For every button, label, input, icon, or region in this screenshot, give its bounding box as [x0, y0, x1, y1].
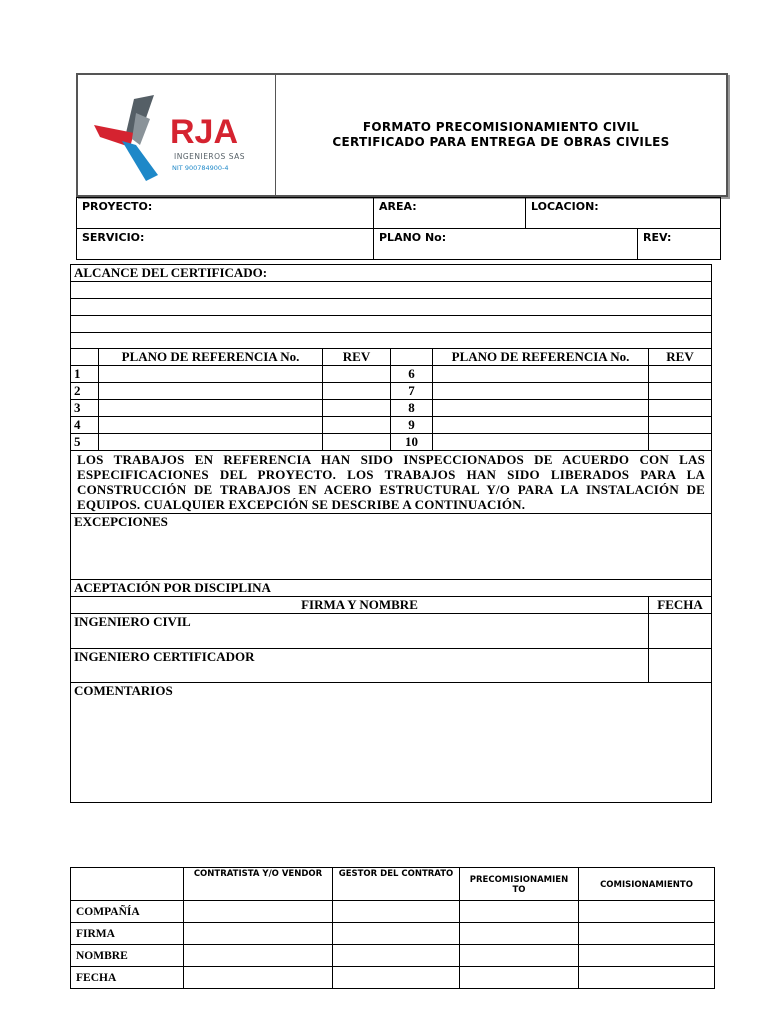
ref-row-number: 1 — [71, 366, 99, 383]
firma-nombre-header: FIRMA Y NOMBRE — [71, 597, 649, 614]
ref-row-number: 2 — [71, 383, 99, 400]
rev-cell[interactable] — [323, 383, 391, 400]
signoff-cell[interactable] — [579, 901, 715, 923]
plano-ref-header-right: PLANO DE REFERENCIA No. — [433, 349, 649, 366]
logo-subtitle: INGENIEROS SAS — [174, 152, 245, 161]
signoff-cell[interactable] — [579, 923, 715, 945]
ingeniero-civil-label: INGENIERO CIVIL — [74, 614, 191, 629]
signoff-cell[interactable] — [333, 945, 460, 967]
locacion-field[interactable]: LOCACION: — [526, 198, 721, 229]
rev-cell[interactable] — [323, 417, 391, 434]
rev-cell[interactable] — [649, 400, 712, 417]
ref-row-number: 7 — [391, 383, 433, 400]
plano-ref-cell[interactable] — [99, 417, 323, 434]
signoff-cell[interactable] — [460, 923, 579, 945]
proyecto-field[interactable]: PROYECTO: — [77, 198, 374, 229]
signoff-cell[interactable] — [184, 901, 333, 923]
form-header — [76, 73, 728, 197]
alcance-line[interactable] — [71, 299, 712, 316]
ref-row-number: 10 — [391, 434, 433, 451]
signoff-cell[interactable] — [333, 901, 460, 923]
ref-num-header — [391, 349, 433, 366]
ref-row-number: 8 — [391, 400, 433, 417]
signoff-cell[interactable] — [333, 967, 460, 989]
row-firma: FIRMA — [71, 923, 184, 945]
plano-ref-cell[interactable] — [433, 417, 649, 434]
rev-field[interactable]: REV: — [638, 229, 721, 260]
alcance-label: ALCANCE DEL CERTIFICADO: — [71, 265, 712, 282]
area-field[interactable]: AREA: — [374, 198, 526, 229]
signoff-cell[interactable] — [579, 967, 715, 989]
rev-header-left: REV — [323, 349, 391, 366]
signoff-cell[interactable] — [333, 923, 460, 945]
col-contratista: CONTRATISTA Y/O VENDOR — [184, 868, 333, 901]
title-line-1: FORMATO PRECOMISIONAMIENTO CIVIL — [362, 120, 640, 134]
rev-cell[interactable] — [649, 383, 712, 400]
plano-ref-cell[interactable] — [99, 383, 323, 400]
plano-ref-header-left: PLANO DE REFERENCIA No. — [99, 349, 323, 366]
alcance-line[interactable] — [71, 333, 712, 349]
signoff-cell[interactable] — [460, 967, 579, 989]
logo-brand: RJA — [170, 113, 239, 151]
form-title — [276, 75, 726, 195]
rev-cell[interactable] — [649, 417, 712, 434]
rev-cell[interactable] — [323, 400, 391, 417]
fecha-header: FECHA — [649, 597, 712, 614]
inspection-statement: LOS TRABAJOS EN REFERENCIA HAN SIDO INSPECCIONADOS DE ACUERDO CON LAS ESPECIFICACIONES DEL PROYECTO. LOS TRABAJOS HAN SIDO LIBERADOS PARA LA CONSTRUCCIÓN DE TRABAJOS EN ACERO ESTRUCTURAL Y/O PARA LA INSTALACIÓN DE EQUIPOS. CUALQUIER EXCEPCIÓN SE DESCRIBE A CONTINUACIÓN. — [71, 451, 712, 514]
plano-ref-cell[interactable] — [433, 366, 649, 383]
title-line-2: CERTIFICADO PARA ENTREGA DE OBRAS CIVILES — [332, 135, 670, 149]
col-comisionamiento: COMISIONAMIENTO — [579, 868, 715, 901]
alcance-line[interactable] — [71, 316, 712, 333]
ref-num-header — [71, 349, 99, 366]
excepciones-label: EXCEPCIONES — [74, 514, 168, 529]
ref-row-number: 3 — [71, 400, 99, 417]
signoff-table — [70, 867, 715, 989]
plano-ref-cell[interactable] — [99, 400, 323, 417]
excepciones-field[interactable] — [71, 514, 712, 580]
ref-row-number: 9 — [391, 417, 433, 434]
col-precomisionamiento: PRECOMISIONAMIEN TO — [460, 868, 579, 901]
col-gestor: GESTOR DEL CONTRATO — [333, 868, 460, 901]
rev-cell[interactable] — [323, 366, 391, 383]
comentarios-field[interactable] — [71, 683, 712, 803]
rev-cell[interactable] — [323, 434, 391, 451]
plano-ref-cell[interactable] — [433, 383, 649, 400]
row-compania: COMPAÑÍA — [71, 901, 184, 923]
aceptacion-label: ACEPTACIÓN POR DISCIPLINA — [71, 580, 712, 597]
signoff-corner — [71, 868, 184, 901]
ingeniero-civil-field[interactable] — [71, 614, 649, 649]
header-fields-table — [76, 197, 721, 260]
plano-ref-cell[interactable] — [433, 434, 649, 451]
ref-row-number: 6 — [391, 366, 433, 383]
rev-cell[interactable] — [649, 434, 712, 451]
signoff-cell[interactable] — [184, 923, 333, 945]
plano-ref-cell[interactable] — [433, 400, 649, 417]
row-nombre: NOMBRE — [71, 945, 184, 967]
alcance-line[interactable] — [71, 282, 712, 299]
plano-ref-cell[interactable] — [99, 366, 323, 383]
row-fecha: FECHA — [71, 967, 184, 989]
signoff-cell[interactable] — [184, 967, 333, 989]
signoff-cell[interactable] — [460, 901, 579, 923]
ref-row-number: 5 — [71, 434, 99, 451]
ref-row-number: 4 — [71, 417, 99, 434]
rev-cell[interactable] — [649, 366, 712, 383]
servicio-field[interactable]: SERVICIO: — [77, 229, 374, 260]
comentarios-label: COMENTARIOS — [74, 683, 173, 698]
ingeniero-civil-fecha[interactable] — [649, 614, 712, 649]
plano-no-field[interactable]: PLANO No: — [374, 229, 638, 260]
signoff-cell[interactable] — [579, 945, 715, 967]
signoff-cell[interactable] — [460, 945, 579, 967]
signoff-cell[interactable] — [184, 945, 333, 967]
plano-ref-cell[interactable] — [99, 434, 323, 451]
logo-mark-icon — [78, 75, 276, 195]
rev-header-right: REV — [649, 349, 712, 366]
ingeniero-certificador-field[interactable] — [71, 649, 649, 683]
ingeniero-certificador-label: INGENIERO CERTIFICADOR — [74, 649, 255, 664]
certificate-table — [70, 264, 712, 803]
company-logo — [78, 75, 276, 195]
logo-nit: NIT 900784900-4 — [172, 164, 229, 172]
ingeniero-certificador-fecha[interactable] — [649, 649, 712, 683]
